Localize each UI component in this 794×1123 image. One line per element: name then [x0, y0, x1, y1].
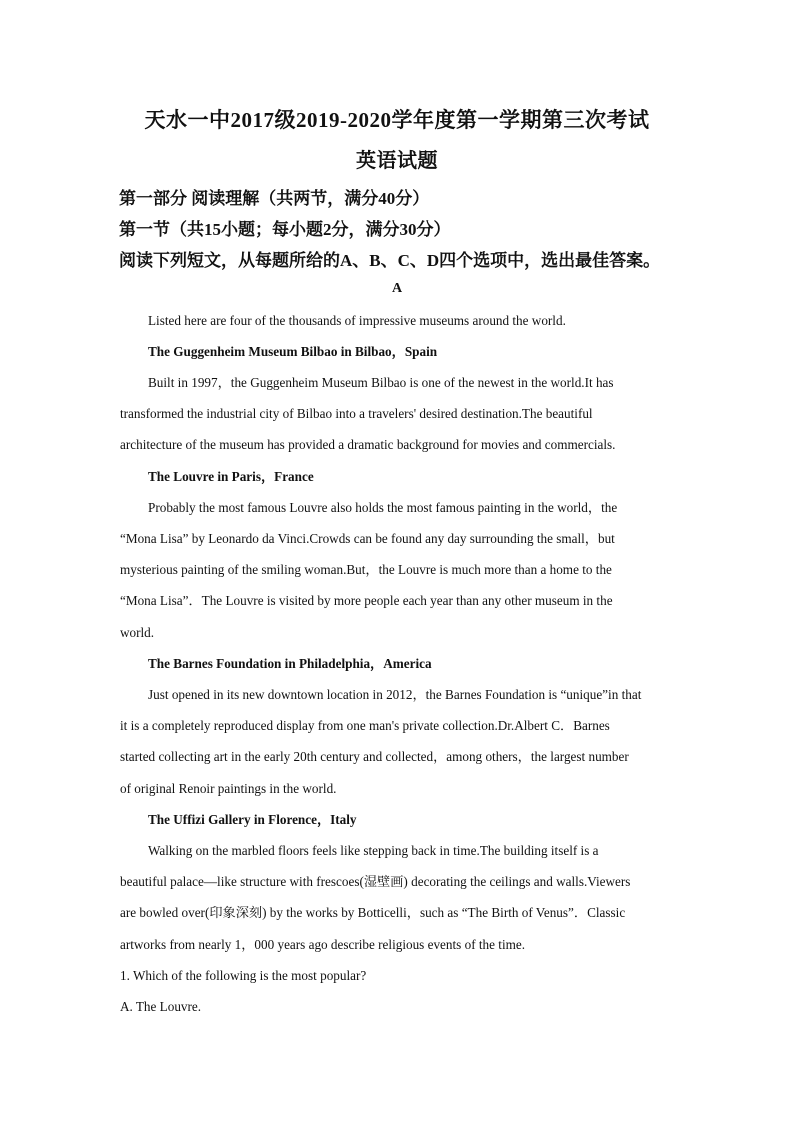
museum-title-guggenheim: The Guggenheim Museum Bilbao in Bilbao，Spain [148, 344, 438, 359]
paragraph-line: Just opened in its new downtown location in 2012，the Barnes Foundation is “unique”in that [148, 687, 642, 702]
exam-subtitle: 英语试题 [356, 150, 438, 172]
passage-intro: Listed here are four of the thousands of impressive museums around the world. [148, 313, 566, 328]
paragraph-line: of original Renoir paintings in the world. [120, 781, 337, 796]
paragraph-line: Probably the most famous Louvre also holds the most famous painting in the world，the [148, 500, 618, 515]
museum-title-barnes: The Barnes Foundation in Philadelphia，America [148, 656, 432, 671]
paragraph-line: “Mona Lisa”．The Louvre is visited by more people each year than any other museum in the [120, 593, 613, 608]
paragraph-line: architecture of the museum has provided a dramatic background for movies and commercials. [120, 437, 616, 452]
paragraph-line: started collecting art in the early 20th century and collected，among others，the largest number [120, 749, 629, 764]
part-heading: 第一部分 阅读理解（共两节，满分40分） [119, 189, 430, 208]
paragraph-line: “Mona Lisa” by Leonardo da Vinci.Crowds can be found any day surrounding the small，but [120, 531, 615, 546]
exam-title: 天水一中2017级2019-2020学年度第一学期第三次考试 [144, 108, 650, 132]
paragraph-line: it is a completely reproduced display from one man's private collection.Dr.Albert C．Barnes [120, 718, 610, 733]
section-heading: 第一节（共15小题；每小题2分，满分30分） [119, 220, 451, 239]
question-1-option-a: A. The Louvre. [120, 999, 202, 1014]
paragraph-line: are bowled over(印象深刻) by the works by Botticelli，such as “The Birth of Venus”．Classic [120, 905, 626, 920]
paragraph-line: Walking on the marbled floors feels like stepping back in time.The building itself is a [148, 843, 599, 858]
museum-title-louvre: The Louvre in Paris，France [148, 469, 314, 484]
direction-text: 阅读下列短文，从每题所给的A、B、C、D四个选项中，选出最佳答案。 [119, 251, 661, 270]
paragraph-line: Built in 1997，the Guggenheim Museum Bilbao is one of the newest in the world.It has [148, 375, 614, 390]
paragraph-line: mysterious painting of the smiling woman.But，the Louvre is much more than a home to the [120, 562, 612, 577]
passage-letter: A [391, 281, 403, 296]
museum-title-uffizi: The Uffizi Gallery in Florence，Italy [148, 812, 357, 827]
paragraph-line: world. [120, 625, 155, 640]
paragraph-line: artworks from nearly 1，000 years ago describe religious events of the time. [120, 937, 526, 952]
paragraph-line: beautiful palace—like structure with frescoes(湿壁画) decorating the ceilings and walls.Viewers [120, 874, 631, 889]
paragraph-line: transformed the industrial city of Bilbao into a travelers' desired destination.The beautiful [120, 406, 593, 421]
question-1: 1. Which of the following is the most popular? [120, 968, 367, 983]
